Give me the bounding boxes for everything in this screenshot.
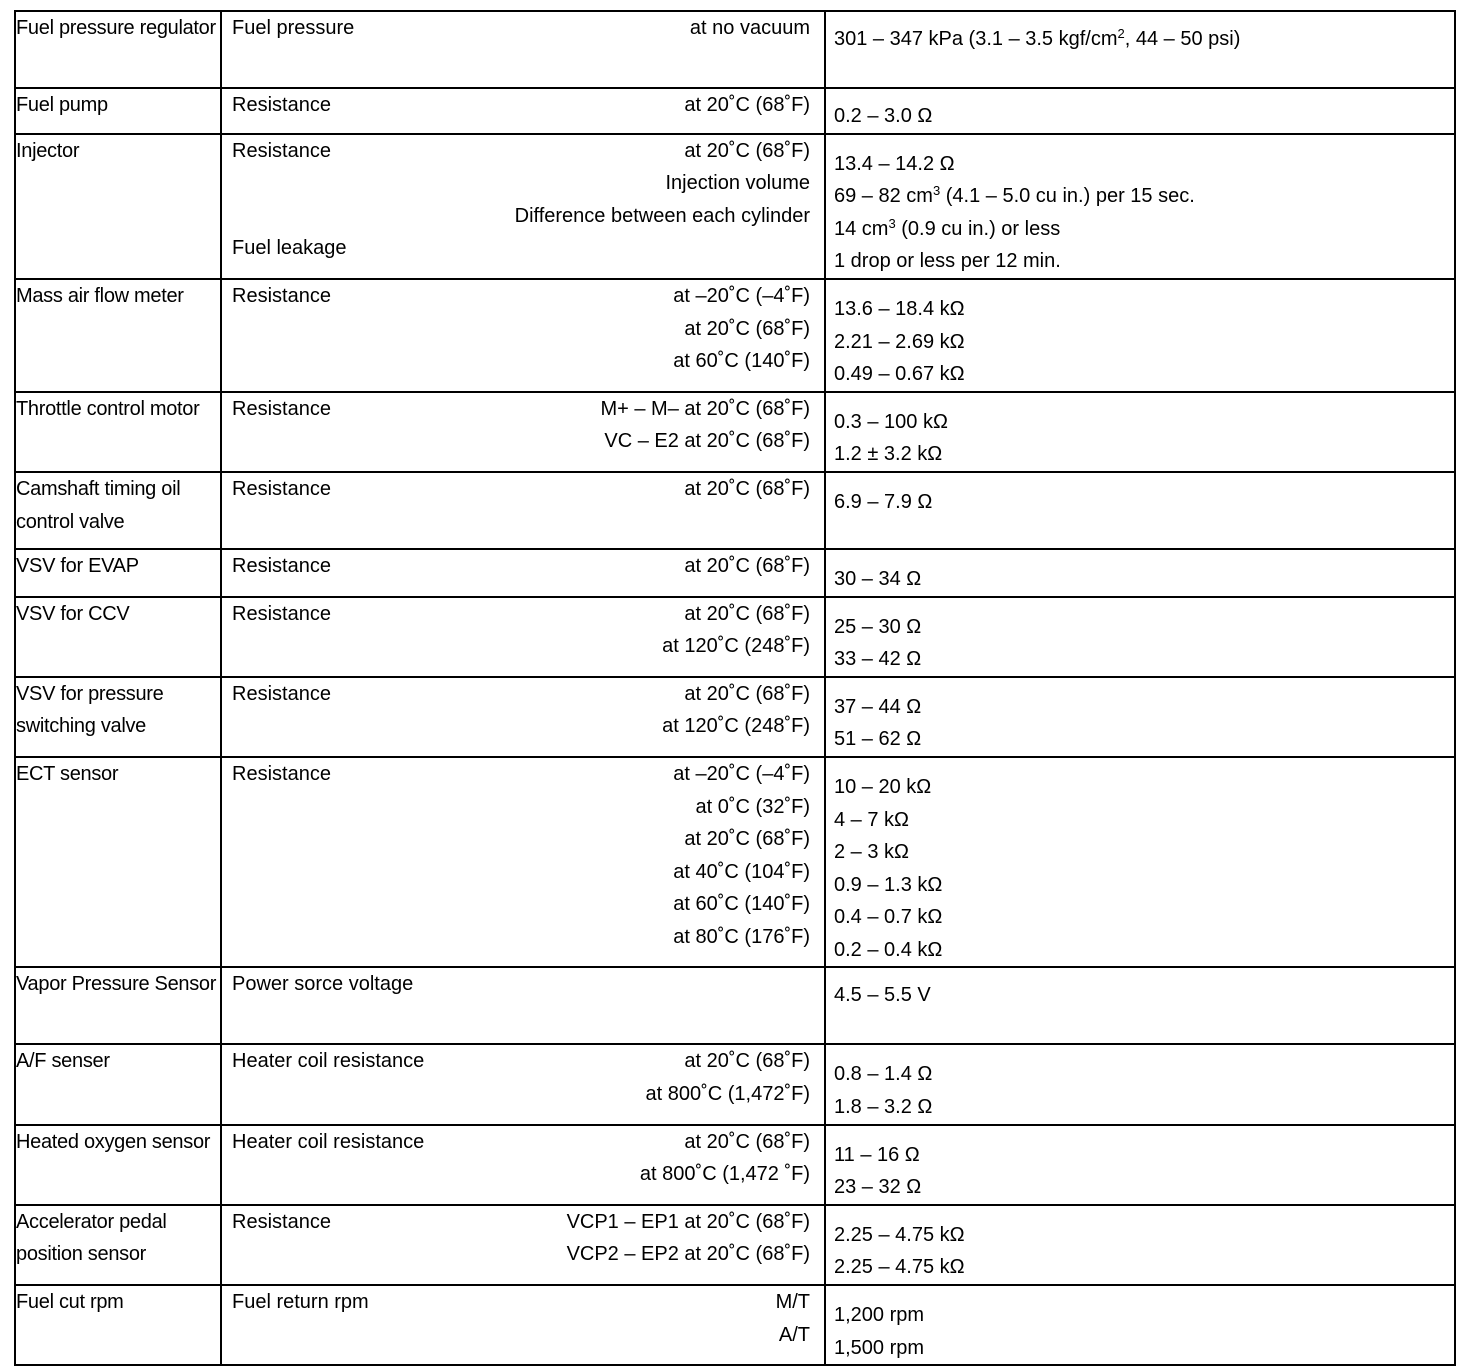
spec-value: 2.21 – 2.69 kΩ <box>834 330 965 353</box>
test-item: Fuel return rpm <box>232 1291 369 1314</box>
specification-table <box>14 10 1456 1366</box>
item-condition-cell <box>221 967 825 1044</box>
spec-value: 2.25 – 4.75 kΩ <box>834 1223 965 1246</box>
spec-value-line <box>826 213 1454 246</box>
test-condition: at –20˚C (–4˚F) <box>673 762 810 785</box>
spec-value-line <box>826 1219 1454 1252</box>
spec-value-line <box>826 1139 1454 1172</box>
spec-value: 4.5 – 5.5 V <box>834 984 931 1007</box>
spec-value-line <box>826 723 1454 756</box>
spec-line <box>222 1206 824 1239</box>
spec-value: 10 – 20 kΩ <box>834 775 932 798</box>
spec-value: 1.8 – 3.2 Ω <box>834 1096 933 1119</box>
spec-value-line <box>826 358 1454 391</box>
spec-line <box>222 12 824 45</box>
test-item: Resistance <box>232 762 331 785</box>
spec-value-line <box>826 563 1454 596</box>
spec-value: 69 – 82 $cm^3$ (4.1 – 5.0 cu in.) per 15 sec. <box>834 183 1195 208</box>
component-cell: VSV for EVAP <box>15 549 221 597</box>
value-cell <box>825 677 1455 757</box>
spec-value-line <box>826 148 1454 181</box>
spec-value: 0.8 – 1.4 Ω <box>834 1063 933 1086</box>
test-item: Fuel pressure <box>232 17 355 39</box>
spec-table-body <box>15 11 1455 1365</box>
test-item: Heater coil resistance <box>232 1130 425 1153</box>
test-item <box>222 856 232 889</box>
spec-value: 33 – 42 Ω <box>834 648 922 671</box>
item-condition-cell <box>221 392 825 472</box>
test-condition <box>810 968 824 1001</box>
spec-line <box>222 393 824 426</box>
component-cell: Accelerator pedal position sensor <box>15 1205 221 1285</box>
component-cell: Camshaft timing oil control valve <box>15 472 221 549</box>
spec-value: 11 – 16 Ω <box>834 1143 920 1166</box>
item-condition-cell <box>221 1285 825 1365</box>
spec-value-line <box>826 1171 1454 1204</box>
value-cell <box>825 392 1455 472</box>
test-item <box>222 345 232 378</box>
spec-line <box>222 1158 824 1191</box>
spec-value: 14 $cm^3$ (0.9 cu in.) or less <box>834 215 1061 240</box>
spec-value-line <box>826 1091 1454 1124</box>
spec-line <box>222 598 824 631</box>
component-cell: Injector <box>15 134 221 279</box>
item-condition-cell <box>221 597 825 677</box>
spec-value: 1,500 rpm <box>834 1336 925 1359</box>
component-cell: Mass air flow meter <box>15 279 221 392</box>
test-item: Resistance <box>232 397 331 420</box>
test-condition: at 120˚C (248˚F) <box>662 635 810 658</box>
spec-value: 0.49 – 0.67 kΩ <box>834 363 965 386</box>
spec-value: 37 – 44 Ω <box>834 695 922 718</box>
spec-value: 0.9 – 1.3 kΩ <box>834 873 943 896</box>
spec-line <box>222 425 824 458</box>
item-condition-cell <box>221 677 825 757</box>
table-row <box>15 279 1455 392</box>
test-item: Power sorce voltage <box>232 973 414 996</box>
value-cell <box>825 88 1455 134</box>
component-cell: Fuel pump <box>15 88 221 134</box>
test-condition: at 120˚C (248˚F) <box>662 715 810 738</box>
test-item <box>222 1238 232 1271</box>
spec-line <box>222 823 824 856</box>
test-condition: at 0˚C (32˚F) <box>695 795 810 818</box>
test-item <box>222 1078 232 1111</box>
spec-value-line <box>826 979 1454 1012</box>
table-row <box>15 1125 1455 1205</box>
spec-line <box>222 473 824 506</box>
test-item: Heater coil resistance <box>232 1050 425 1073</box>
spec-value: 6.9 – 7.9 Ω <box>834 490 933 513</box>
test-item: Resistance <box>232 554 331 577</box>
item-condition-cell <box>221 1205 825 1285</box>
table-row <box>15 88 1455 134</box>
component-cell: VSV for CCV <box>15 597 221 677</box>
spec-line <box>222 888 824 921</box>
spec-value-line <box>826 901 1454 934</box>
spec-value: 51 – 62 Ω <box>834 728 922 751</box>
spec-value-line <box>826 293 1454 326</box>
spec-line <box>222 313 824 346</box>
test-item: Fuel leakage <box>232 237 347 260</box>
spec-line <box>222 1126 824 1159</box>
spec-line <box>222 1045 824 1078</box>
test-condition: at 20˚C (68˚F) <box>684 682 810 705</box>
table-row <box>15 757 1455 968</box>
test-item: Resistance <box>232 94 331 116</box>
spec-line <box>222 1319 824 1352</box>
value-cell <box>825 1125 1455 1205</box>
item-condition-cell <box>221 1044 825 1124</box>
test-item <box>222 630 232 663</box>
item-condition-cell <box>221 11 825 88</box>
test-item: Resistance <box>232 139 331 162</box>
test-item <box>222 888 232 921</box>
table-row <box>15 677 1455 757</box>
test-condition: VCP2 – EP2 at 20˚C (68˚F) <box>566 1243 810 1266</box>
spec-value-line <box>826 23 1454 56</box>
spec-value-line <box>826 611 1454 644</box>
item-condition-cell <box>221 472 825 549</box>
test-condition: at no vacuum <box>689 17 810 39</box>
test-condition: at 20˚C (68˚F) <box>684 554 810 577</box>
spec-value-line <box>826 836 1454 869</box>
spec-value: 25 – 30 Ω <box>834 615 922 638</box>
spec-value: 23 – 32 Ω <box>834 1176 922 1199</box>
test-item: Resistance <box>232 682 331 705</box>
test-condition: at –20˚C (–4˚F) <box>673 284 810 307</box>
spec-value: 30 – 34 Ω <box>834 567 922 590</box>
test-condition: Injection volume <box>665 172 810 195</box>
test-condition: at 800˚C (1,472˚F) <box>645 1083 810 1106</box>
spec-line <box>222 200 824 233</box>
table-row <box>15 11 1455 88</box>
spec-line <box>222 345 824 378</box>
test-item <box>222 921 232 954</box>
spec-value: 4 – 7 kΩ <box>834 808 909 831</box>
item-condition-cell <box>221 1125 825 1205</box>
test-condition: at 80˚C (176˚F) <box>673 925 810 948</box>
spec-value: 301 – 347 kPa (3.1 – 3.5 kgf/$cm^2$, 44 – 50 psi) <box>834 26 1241 50</box>
spec-value: 2.25 – 4.75 kΩ <box>834 1256 965 1279</box>
spec-line <box>222 710 824 743</box>
component-cell: Vapor Pressure Sensor <box>15 967 221 1044</box>
table-row <box>15 1285 1455 1365</box>
value-cell <box>825 549 1455 597</box>
spec-line <box>222 550 824 583</box>
spec-value-line <box>826 245 1454 278</box>
test-item: Resistance <box>232 1210 331 1233</box>
value-cell <box>825 1044 1455 1124</box>
component-cell: VSV for pressure switching valve <box>15 677 221 757</box>
value-cell <box>825 279 1455 392</box>
spec-line <box>222 968 824 1001</box>
test-item <box>222 1158 232 1191</box>
spec-value: 1.2 ± 3.2 kΩ <box>834 443 943 466</box>
item-condition-cell <box>221 279 825 392</box>
spec-line <box>222 1078 824 1111</box>
test-condition: at 20˚C (68˚F) <box>684 139 810 162</box>
spec-value-line <box>826 1332 1454 1365</box>
value-cell <box>825 472 1455 549</box>
spec-line <box>222 1286 824 1319</box>
test-condition: M/T <box>775 1291 810 1314</box>
test-condition: VC – E2 at 20˚C (68˚F) <box>604 430 810 453</box>
spec-value-line <box>826 326 1454 359</box>
test-condition: at 20˚C (68˚F) <box>684 1050 810 1073</box>
test-condition: at 20˚C (68˚F) <box>684 477 810 500</box>
table-row <box>15 1044 1455 1124</box>
spec-value: 0.2 – 0.4 kΩ <box>834 938 943 961</box>
item-condition-cell <box>221 549 825 597</box>
spec-value-line <box>826 691 1454 724</box>
value-cell <box>825 757 1455 968</box>
test-item: Resistance <box>232 477 331 500</box>
spec-value: 0.4 – 0.7 kΩ <box>834 906 943 929</box>
value-cell <box>825 1285 1455 1365</box>
test-condition: at 40˚C (104˚F) <box>673 860 810 883</box>
test-item <box>222 823 232 856</box>
component-cell: ECT sensor <box>15 757 221 968</box>
spec-value-line <box>826 486 1454 519</box>
spec-line <box>222 758 824 791</box>
component-cell: Fuel pressure regulator <box>15 11 221 88</box>
component-cell: Fuel cut rpm <box>15 1285 221 1365</box>
spec-line <box>222 921 824 954</box>
spec-sheet <box>14 10 1454 1366</box>
test-condition: at 20˚C (68˚F) <box>684 828 810 851</box>
spec-line <box>222 89 824 122</box>
test-condition <box>810 232 824 265</box>
spec-value-line <box>826 1299 1454 1332</box>
table-row <box>15 392 1455 472</box>
table-row <box>15 1205 1455 1285</box>
table-row <box>15 472 1455 549</box>
test-condition: at 60˚C (140˚F) <box>673 350 810 373</box>
test-condition: at 20˚C (68˚F) <box>684 602 810 625</box>
spec-value-line <box>826 804 1454 837</box>
spec-value-line <box>826 934 1454 967</box>
test-condition: at 20˚C (68˚F) <box>684 1130 810 1153</box>
spec-value-line <box>826 406 1454 439</box>
spec-value-line <box>826 1058 1454 1091</box>
spec-line <box>222 135 824 168</box>
value-cell <box>825 11 1455 88</box>
spec-value-line <box>826 180 1454 213</box>
spec-value: 2 – 3 kΩ <box>834 841 909 864</box>
spec-line <box>222 791 824 824</box>
test-item <box>222 313 232 346</box>
item-condition-cell <box>221 88 825 134</box>
spec-line <box>222 678 824 711</box>
spec-value-line <box>826 438 1454 471</box>
spec-value: 1 drop or less per 12 min. <box>834 250 1061 273</box>
spec-value-line <box>826 1251 1454 1284</box>
test-item <box>222 791 232 824</box>
test-condition: VCP1 – EP1 at 20˚C (68˚F) <box>566 1210 810 1233</box>
test-condition: at 60˚C (140˚F) <box>673 893 810 916</box>
test-item <box>222 1319 232 1352</box>
spec-value: 0.2 – 3.0 Ω <box>834 105 933 127</box>
test-item <box>222 710 232 743</box>
value-cell <box>825 134 1455 279</box>
test-condition: at 800˚C (1,472 ˚F) <box>639 1163 810 1186</box>
table-row <box>15 597 1455 677</box>
spec-value-line <box>826 869 1454 902</box>
spec-line <box>222 280 824 313</box>
test-item: Resistance <box>232 284 331 307</box>
spec-value: 0.3 – 100 kΩ <box>834 410 948 433</box>
spec-value-line <box>826 771 1454 804</box>
table-row <box>15 134 1455 279</box>
component-cell: Heated oxygen sensor <box>15 1125 221 1205</box>
component-cell: Throttle control motor <box>15 392 221 472</box>
value-cell <box>825 597 1455 677</box>
spec-line <box>222 167 824 200</box>
spec-line <box>222 856 824 889</box>
spec-line <box>222 630 824 663</box>
test-condition: at 20˚C (68˚F) <box>684 317 810 340</box>
table-row <box>15 967 1455 1044</box>
spec-line <box>222 1238 824 1271</box>
value-cell <box>825 1205 1455 1285</box>
table-row <box>15 549 1455 597</box>
item-condition-cell <box>221 134 825 279</box>
test-condition: at 20˚C (68˚F) <box>684 94 810 116</box>
spec-value: 1,200 rpm <box>834 1304 925 1327</box>
value-cell <box>825 967 1455 1044</box>
spec-value-line <box>826 643 1454 676</box>
item-condition-cell <box>221 757 825 968</box>
component-cell: A/F senser <box>15 1044 221 1124</box>
spec-line <box>222 232 824 265</box>
spec-value-line <box>826 100 1454 133</box>
spec-value: 13.6 – 18.4 kΩ <box>834 297 965 320</box>
test-condition: A/T <box>778 1323 810 1346</box>
test-item <box>222 167 232 200</box>
test-item <box>222 425 232 458</box>
test-item: Resistance <box>232 602 331 625</box>
test-item <box>222 200 232 233</box>
test-condition: Difference between each cylinder <box>514 204 810 227</box>
spec-value: 13.4 – 14.2 Ω <box>834 152 955 175</box>
test-condition: M+ – M– at 20˚C (68˚F) <box>600 397 810 420</box>
